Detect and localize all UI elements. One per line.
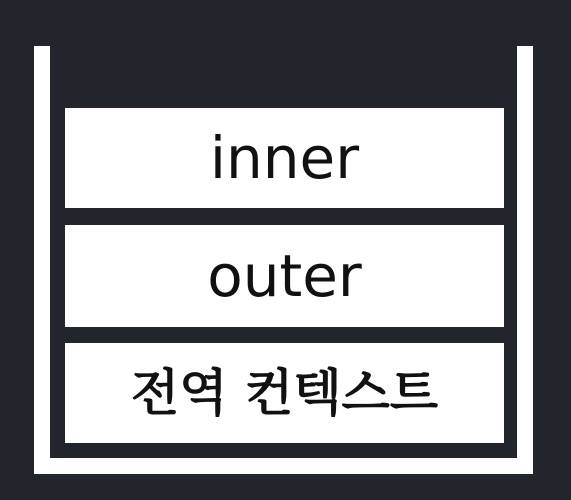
stack-frame-label: outer xyxy=(207,242,362,310)
stack-frame-inner xyxy=(65,108,504,208)
stack-frame-label: inner xyxy=(209,124,360,192)
stack-wall-bottom xyxy=(34,458,533,474)
stack-frame-label: 전역 컨텍스트 xyxy=(130,364,439,422)
stack-frame-outer xyxy=(65,225,504,327)
stack-wall-left xyxy=(34,46,50,474)
stack-frame-global-context xyxy=(65,343,504,443)
stack-wall-right xyxy=(517,46,533,474)
